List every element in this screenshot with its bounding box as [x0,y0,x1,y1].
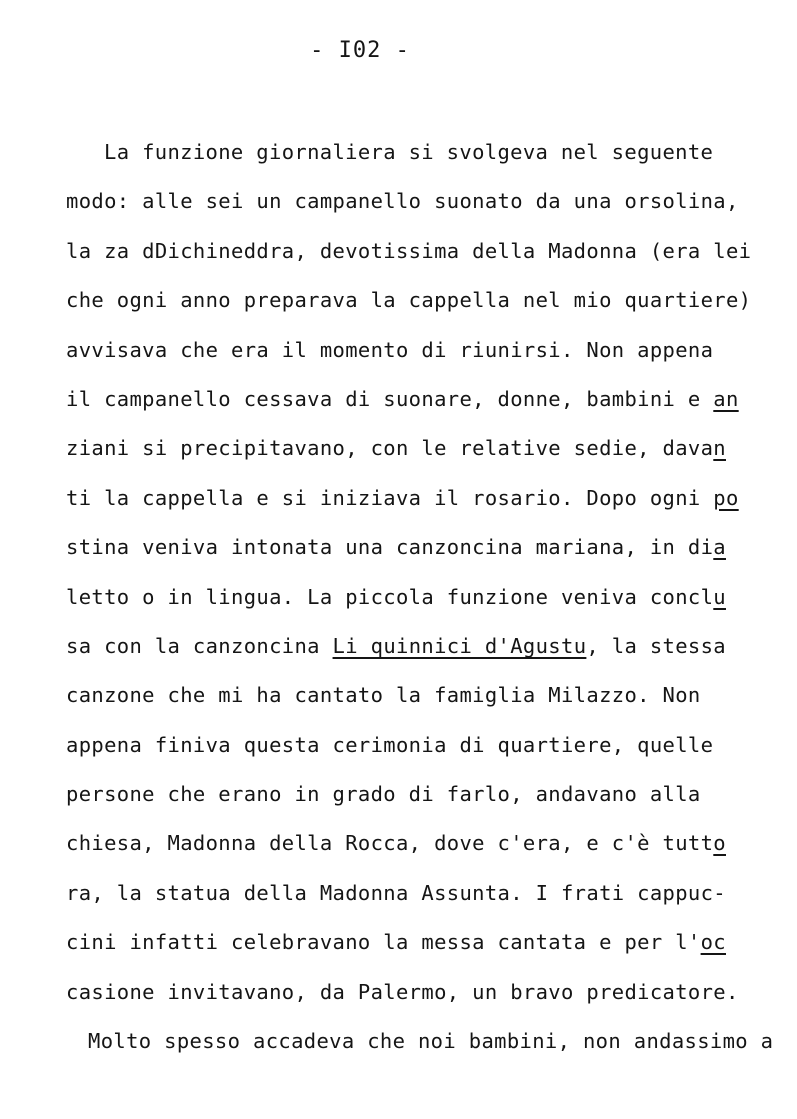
song-title: Li quinnici d'Agustu [332,633,587,658]
text-line: persone che erano in grado di farlo, andavano alla [66,782,701,807]
underlined-syllable: u [713,584,726,609]
text-segment: sa con la canzoncina [66,633,333,658]
body-text [66,136,774,1074]
underlined-syllable: an [713,386,739,411]
underlined-syllable: a [713,535,726,560]
text-segment: , la stessa [586,633,727,658]
text-line [66,531,766,580]
text-line [66,482,766,531]
text-line: la za dDichineddra, devotissima della Madonna (era lei [66,238,752,263]
text-line: casione invitavano, da Palermo, un bravo predicatore. [66,979,739,1004]
underlined-syllable: n [713,436,726,461]
underlined-syllable: po [713,485,739,510]
text-line [66,926,766,975]
text-segment: letto o in lingua. La piccola funzione veniva concl [66,584,714,609]
text-line: canzone che mi ha cantato la famiglia Milazzo. Non [66,683,701,708]
page-number: - I02 - [310,38,410,63]
text-line: che ogni anno preparava la cappella nel mio quartiere) [66,288,752,313]
underlined-syllable: o [713,831,726,856]
text-segment: chiesa, Madonna della Rocca, dove c'era, e c'è tutt [66,831,714,856]
text-line [66,827,766,876]
text-line [66,383,766,432]
text-line: La funzione giornaliera si svolgeva nel seguente [104,140,714,164]
text-line: ra, la statua della Madonna Assunta. I frati cappuc- [66,880,726,905]
underlined-syllable: oc [700,930,726,955]
text-line: modo: alle sei un campanello suonato da una orsolina, [66,189,739,214]
text-segment: ti la cappella e si iniziava il rosario. Dopo ogni [66,485,714,510]
text-line: avvisava che era il momento di riunirsi. Non appena [66,337,714,362]
text-segment: ziani si precipitavano, con le relative sedie, dava [66,436,714,461]
text-line: appena finiva questa cerimonia di quartiere, quelle [66,732,714,757]
text-line: Molto spesso accadeva che noi bambini, non andassimo a [88,1029,774,1054]
text-segment: cini infatti celebravano la messa cantata e per l' [66,930,701,955]
text-line [66,432,766,481]
text-line [66,581,766,630]
text-line [66,630,766,679]
text-segment: il campanello cessava di suonare, donne, bambini e [66,386,714,411]
text-segment: stina veniva intonata una canzoncina mariana, in di [66,535,714,560]
